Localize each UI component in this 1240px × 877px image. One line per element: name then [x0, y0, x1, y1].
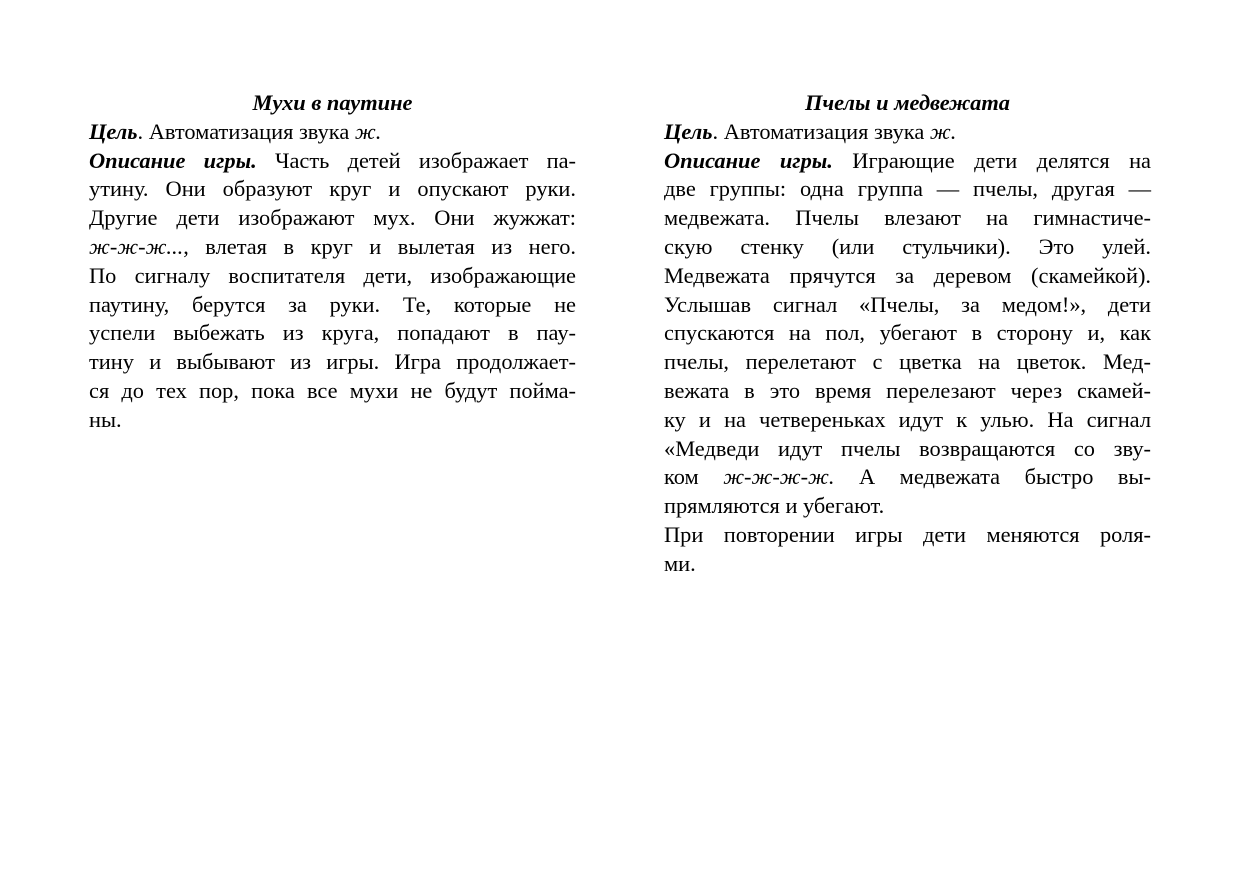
goal-line [89, 118, 576, 147]
desc-line: вежата в это время перелезают через скамей- [664, 377, 1151, 403]
goal-label: Цель [89, 118, 138, 144]
description-text: Играющие дети делятся на [832, 147, 1151, 173]
desc-line: прямляются и убегают. [664, 493, 885, 519]
left-column [89, 89, 576, 435]
desc-line: две группы: одна группа — пчелы, другая — [664, 176, 1151, 202]
description-text: А медвежата быстро вы- [834, 464, 1151, 490]
description-label: Описание игры. [664, 147, 833, 173]
goal-text: Автоматизация звука [148, 118, 355, 144]
goal-text: Автоматизация звука [723, 118, 930, 144]
goal-separator: . [712, 118, 724, 144]
description-label: Описание игры. [89, 147, 257, 173]
goal-separator: . [137, 118, 149, 144]
desc-line: Медвежата прячутся за деревом (скамейкой). [664, 262, 1151, 288]
description-text: , влетая в круг и вылетая из него. [183, 233, 576, 259]
desc-line: ны. [89, 406, 122, 432]
desc-line: ся до тех пор, пока все мухи не будут пойма- [89, 377, 576, 403]
goal-label: Цель [664, 118, 713, 144]
desc-line: Другие дети изображают мух. Они жужжат: [89, 205, 576, 231]
sound-example: ж-ж-ж-ж. [723, 464, 835, 490]
desc-line: паутину, берутся за руки. Те, которые не [89, 291, 576, 317]
desc-line: успели выбежать из круга, попадают в пау- [89, 320, 576, 346]
desc-line [89, 147, 576, 176]
sound-example: ж-ж-ж... [89, 233, 184, 259]
desc-line: ми. [664, 550, 696, 576]
desc-line: утину. Они образуют круг и опускают руки. [89, 176, 576, 202]
desc-line: По сигналу воспитателя дети, изображающие [89, 262, 576, 288]
desc-line: пчелы, перелетают с цветка на цветок. Мед- [664, 349, 1151, 375]
goal-sound: ж. [929, 118, 957, 144]
desc-line: скую стенку (или стульчики). Это улей. [664, 233, 1151, 259]
right-column [664, 89, 1151, 579]
desc-line: Услышав сигнал «Пчелы, за медом!», дети [664, 291, 1151, 317]
game-title: Пчелы и медвежата [805, 90, 1010, 115]
desc-line: ку и на четвереньках идут к улью. На сигнал [664, 406, 1151, 432]
desc-line [664, 463, 1151, 492]
desc-line: спускаются на пол, убегают в сторону и, как [664, 320, 1151, 346]
desc-line [89, 233, 576, 262]
game-title: Мухи в паутине [252, 90, 413, 115]
desc-line: медвежата. Пчелы влезают на гимнастиче- [664, 205, 1151, 231]
desc-line: «Медведи идут пчелы возвращаются со зву- [664, 435, 1151, 461]
goal-line [664, 118, 1151, 147]
desc-line: тину и выбывают из игры. Игра продолжает- [89, 349, 576, 375]
desc-line [664, 147, 1151, 176]
description-text: ком [664, 464, 724, 490]
goal-sound: ж. [354, 118, 382, 144]
desc-line: При повторении игры дети меняются роля- [664, 521, 1151, 547]
description-text: Часть детей изображает па- [256, 147, 576, 173]
